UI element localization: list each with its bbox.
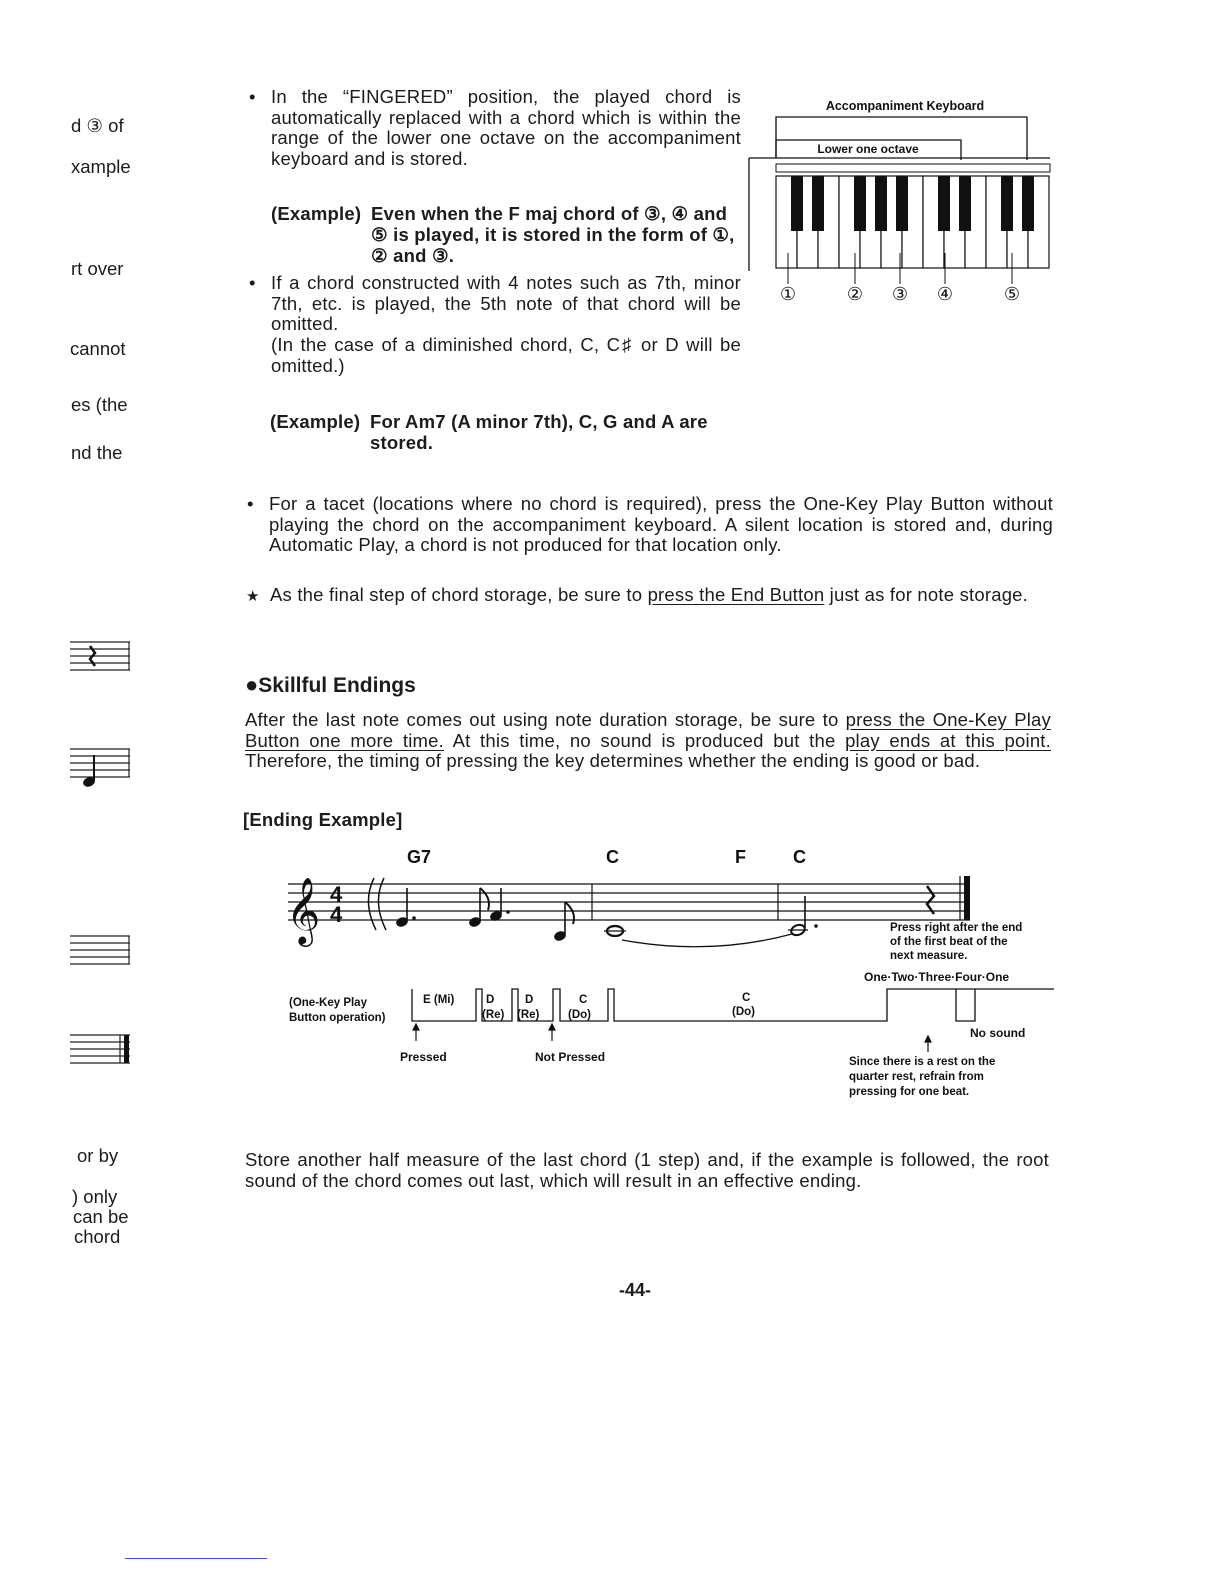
ending-example-diagram <box>270 838 1060 1108</box>
no-sound-label: No sound <box>970 1026 1026 1040</box>
time-signature: 4 <box>330 882 343 907</box>
margin-fragment: rt over <box>71 258 124 279</box>
pulse-label: D <box>525 994 534 1006</box>
black-key <box>1001 176 1013 231</box>
chord-name: C <box>793 847 806 867</box>
black-key <box>875 176 887 231</box>
example-line: stored. <box>370 432 434 453</box>
margin-fragment: nd the <box>71 442 123 463</box>
onekey-label: Button operation) <box>289 1012 386 1024</box>
music-staff <box>288 876 970 920</box>
break-mark <box>378 878 386 930</box>
press-note-line: next measure. <box>890 950 968 962</box>
key-number: ⑤ <box>1003 284 1021 304</box>
margin-fragment: es (the <box>71 394 128 415</box>
chord-name: G7 <box>407 847 432 867</box>
key-number: ① <box>779 284 797 304</box>
pulse-label: (Re) <box>482 1009 505 1021</box>
treble-clef-icon: 𝄞 <box>286 878 321 943</box>
example-label: (Example) <box>271 203 362 224</box>
margin-fragment: ) only <box>72 1186 118 1207</box>
example-line: For Am7 (A minor 7th), C, G and A are <box>370 411 708 432</box>
margin-fragment: or by <box>77 1145 119 1166</box>
black-key <box>854 176 866 231</box>
example-line: Even when the F maj chord of ③, ④ and <box>371 203 728 224</box>
margin-fragment: can be <box>73 1206 129 1227</box>
onekey-label: (One-Key Play <box>289 997 367 1009</box>
notes-measure-1 <box>395 888 574 942</box>
star-mark: ★ <box>246 588 260 605</box>
rest-note-line: pressing for one beat. <box>849 1086 970 1098</box>
key-number: ③ <box>891 284 909 304</box>
arrow-icons <box>413 1024 931 1052</box>
margin-staff-note <box>68 745 134 791</box>
closing-paragraph: Store another half measure of the last chord (1 step) and, if the example is followed, the root sound of the chord comes out last, which will result in an effective ending. <box>245 1149 1049 1191</box>
black-key <box>1022 176 1034 231</box>
pulse-label: E (Mi) <box>423 994 455 1006</box>
notes-measure-2-3 <box>604 886 934 947</box>
key-number: ② <box>846 284 864 304</box>
black-key <box>959 176 971 231</box>
example-label: (Example) <box>270 411 361 432</box>
pulse-label: C <box>579 994 588 1006</box>
rest-note-line: quarter rest, refrain from <box>849 1071 984 1083</box>
diminished-note: (In the case of a diminished chord, C, C♯ or D will be omitted.) <box>271 334 741 376</box>
press-note-line: of the first beat of the <box>890 936 1008 948</box>
end-button-emphasis: press the End Button <box>647 584 825 605</box>
chord-name: C <box>606 847 619 867</box>
key-number: ④ <box>936 284 954 304</box>
margin-fragment: d ③ of <box>71 115 124 136</box>
black-key <box>896 176 908 231</box>
bullet-fingered: • In the “FINGERED” position, the played chord is automatically replaced with a chord which is within the range of the lower one octave on the accompaniment keyboard and is stored. <box>271 87 741 169</box>
not-pressed-label: Not Pressed <box>535 1050 606 1064</box>
black-key <box>938 176 950 231</box>
margin-staff-empty <box>68 932 134 972</box>
break-mark <box>368 878 376 930</box>
pulse-label: C <box>742 992 751 1004</box>
black-key <box>812 176 824 231</box>
accompaniment-keyboard-figure <box>748 88 1058 313</box>
chord-name: F <box>735 847 746 867</box>
pulse-label: (Do) <box>732 1006 755 1018</box>
final-step-note: ★ As the final step of chord storage, be sure to press the End Button just as for note storage. <box>246 585 1056 608</box>
lower-octave-label: Lower one octave <box>817 142 919 156</box>
pulse-label: (Do) <box>568 1009 591 1021</box>
bullet-tacet: • For a tacet (locations where no chord is required), press the One-Key Play Button without playing the chord on the accompaniment keyboard. A silent location is stored and, during Automatic Play, a chord is not produced for that location only. <box>269 494 1053 556</box>
rest-note-line: Since there is a rest on the <box>849 1056 996 1068</box>
scan-edge-line <box>125 1558 267 1559</box>
skillful-paragraph: After the last note comes out using note duration storage, be sure to press the One-Key Play Button one more time. At this time, no sound is produced but the play ends at this point. Therefore, the timing of pressing the key determines whether the ending is good or bad. <box>245 709 1051 771</box>
page-number: -44- <box>618 1280 651 1300</box>
keyboard-title: Accompaniment Keyboard <box>825 99 985 113</box>
margin-fragment: chord <box>74 1226 121 1247</box>
final-barline <box>964 876 970 920</box>
beat-count: One·Two·Three·Four·One <box>864 970 1010 984</box>
section-heading: ●Skillful Endings <box>245 672 416 697</box>
pulse-label: D <box>486 994 495 1006</box>
margin-staff-rest <box>68 638 134 678</box>
heading-bullet: ● <box>245 672 259 697</box>
margin-staff-end <box>68 1031 134 1071</box>
example-line: ⑤ is played, it is stored in the form of ①, <box>371 224 735 245</box>
black-key <box>791 176 803 231</box>
example-line: ② and ③. <box>371 245 455 266</box>
bullet-seventh-chord: • If a chord constructed with 4 notes such as 7th, minor 7th, etc. is played, the 5th note of that chord will be omitted. <box>271 273 741 335</box>
ending-example-heading: [Ending Example] <box>243 809 403 830</box>
time-signature: 4 <box>330 902 343 927</box>
margin-fragment: cannot <box>70 338 126 359</box>
press-note-line: Press right after the end <box>890 922 1023 934</box>
pressed-label: Pressed <box>400 1050 447 1064</box>
piano-keys <box>776 176 1049 268</box>
pulse-label: (Re) <box>517 1009 540 1021</box>
margin-fragment: xample <box>71 156 131 177</box>
